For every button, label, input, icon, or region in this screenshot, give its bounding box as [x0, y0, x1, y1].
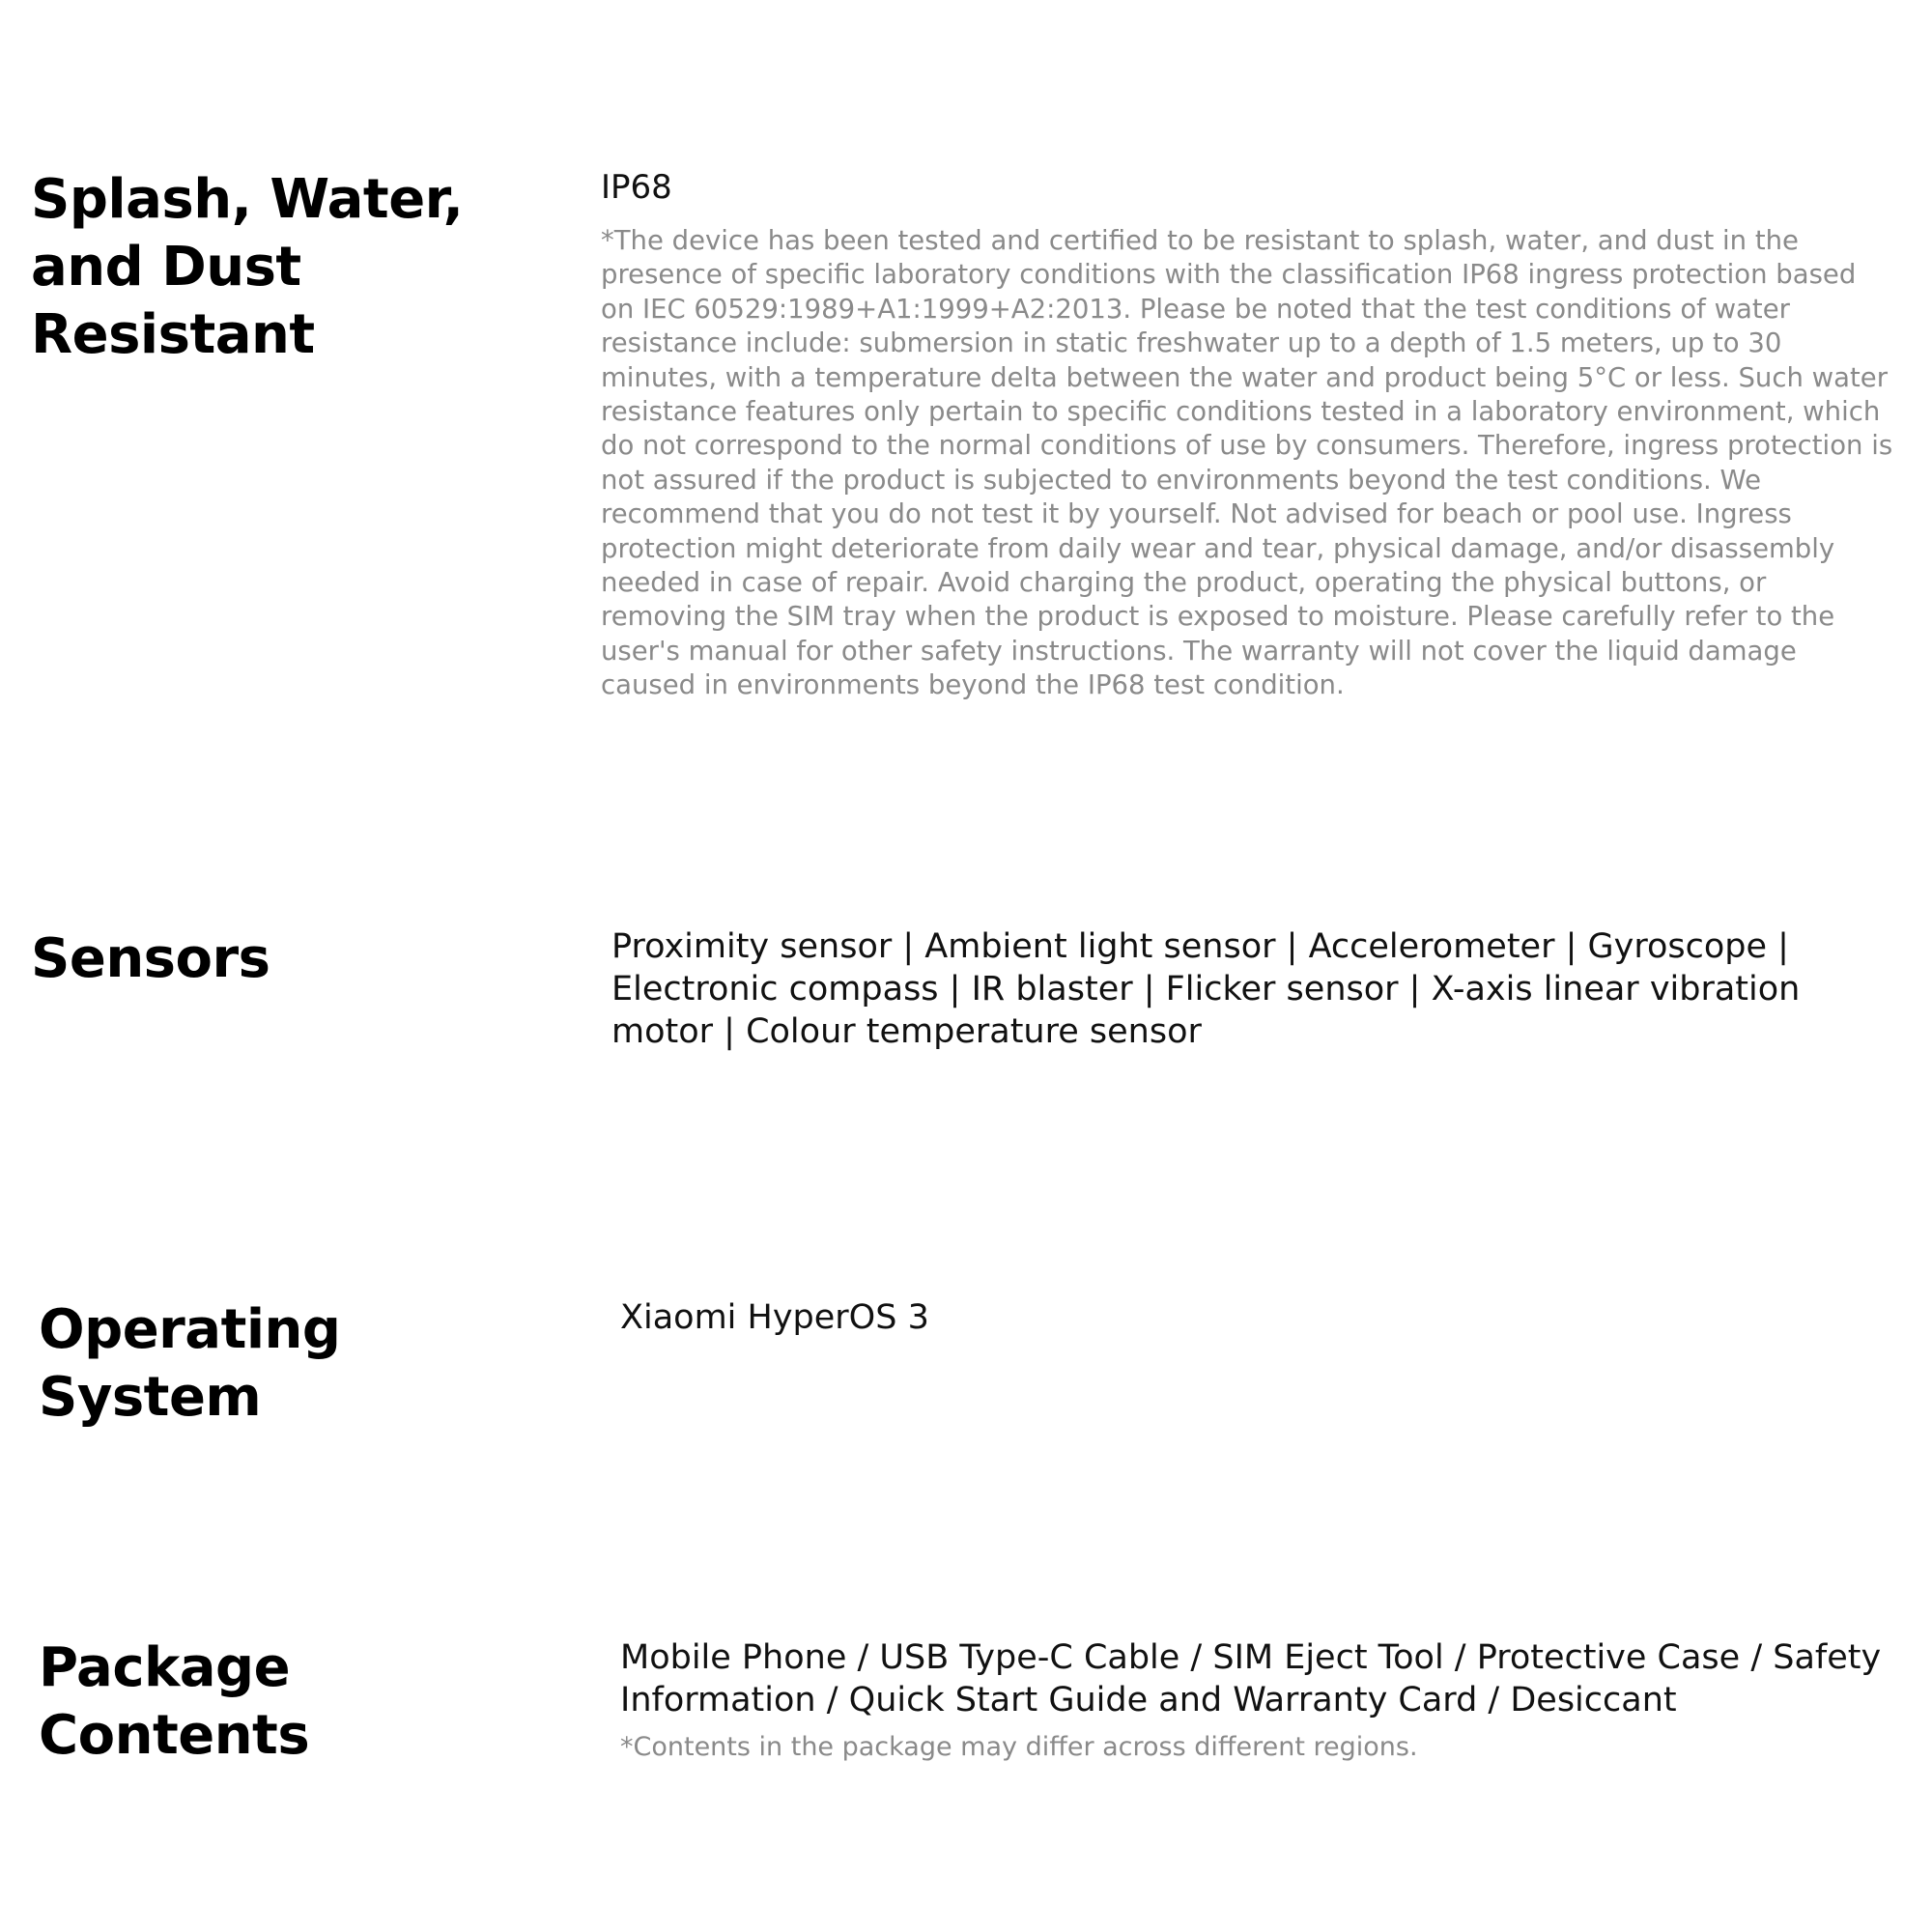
spec-footnote-water-resistance: *The device has been tested and certified to be resistant to splash, water, and dust in the presence of specific laboratory conditions with the classification IP68 ingress protection based on IEC 60529:1989+A1:1999+A2:2013. Please be noted that the test conditions of water resistance include: submersion in static freshwater up to a depth of 1.5 meters, up to 30 minutes, with a temperature delta between the water and product being 5°C or less. Such water resistance features only pertain to specific conditions tested in a laboratory environment, which do not correspond to the normal conditions of use by consumers. Therefore, ingress protection is not assured if the product is subjected to environments beyond the test conditions. We recommend that you do not test it by yourself. Not advised for beach or pool use. Ingress protection might deteriorate from daily wear and tear, physical damage, and/or disassembly needed in case of repair. Avoid charging the product, operating the physical buttons, or removing the SIM tray when the product is exposed to moisture. Please carefully refer to the user's manual for other safety instructions. The warranty will not cover the liquid damage caused in environments beyond the IP68 test condition. [601, 225, 1893, 701]
spec-section-sensors [0, 869, 1932, 1256]
spec-value-package-contents: Mobile Phone / USB Type-C Cable / SIM Eject Tool / Protective Case / Safety Information / Quick Start Guide and Warranty Card / Desiccant [620, 1638, 1882, 1719]
spec-heading-sensors: Sensors [31, 927, 270, 990]
spec-value-operating-system: Xiaomi HyperOS 3 [620, 1298, 929, 1337]
spec-footnote-package-contents: *Contents in the package may differ across different regions. [620, 1732, 1418, 1762]
spec-value-ip-rating: IP68 [601, 168, 672, 207]
spec-heading-operating-system: Operating System [39, 1298, 341, 1429]
spec-value-sensors: Proximity sensor | Ambient light sensor | Accelerometer | Gyroscope | Electronic compass | IR blaster | Flicker sensor | X-axis linear vibration motor | Colour temperature sensor [611, 927, 1801, 1051]
spec-section-package-contents [0, 1594, 1932, 1932]
spec-heading-water-resistance: Splash, Water, and Dust Resistant [31, 168, 464, 366]
spec-section-operating-system [0, 1256, 1932, 1594]
spec-section-water-resistance [0, 0, 1932, 869]
spec-heading-package-contents: Package Contents [39, 1636, 310, 1767]
